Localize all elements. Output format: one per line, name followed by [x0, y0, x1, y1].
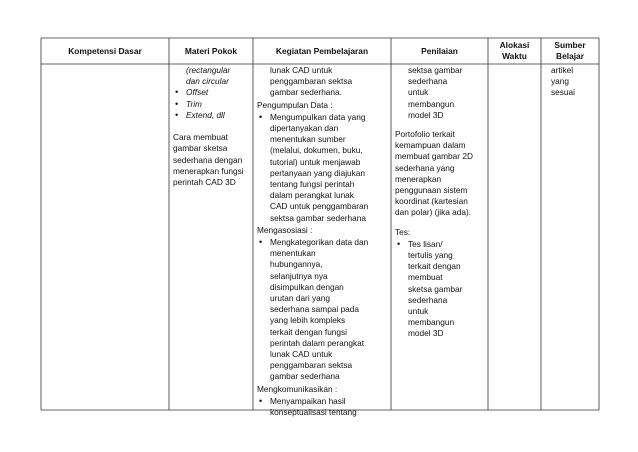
kegiatan-line: gambar sederhana.	[270, 87, 342, 98]
penilaian-tes-heading: Tes:	[395, 226, 411, 237]
penilaian-para-line: penggunaan sistem	[395, 185, 468, 196]
header-sumber-line2: Belajar	[556, 51, 584, 61]
penilaian-bullet-list	[395, 239, 488, 340]
kegiatan-bullet: • Mengkategorikan data dan menentukan hubungannya, selanjutnya nya disimpulkan dengan urutan dari yang sederhana sampai pada yang lebih kompleks terkait dengan fungsi perintah dalam perangkat lunak CAD untuk penggambaran sektsa gambar sederhana	[257, 237, 391, 383]
materi-pokok-cell	[173, 65, 253, 188]
penilaian-para-line: Portofolio terkait	[395, 129, 455, 140]
materi-para-line: Cara membuat	[173, 132, 228, 143]
sumber-belajar-cell	[551, 65, 599, 99]
penilaian-para-line: menerapkan	[395, 173, 442, 184]
materi-bullet-list	[173, 87, 253, 121]
kegiatan-heading-mengasosiasi: Mengasosiasi :	[257, 224, 313, 235]
materi-line: (rectangular	[186, 65, 231, 75]
sumber-line: artikel	[551, 65, 574, 75]
header-penilaian: Penilaian	[421, 46, 458, 56]
penilaian-para-line: kemampuan dalam	[395, 140, 466, 151]
kegiatan-bullet-list	[257, 112, 391, 224]
penilaian-bullet: • Tes lisan/ tertulis yang terkait dengan membuat sketsa gambar sederhana untuk membangun model 3D	[395, 239, 488, 340]
kegiatan-bullet: • Menyampaikan hasil konseptualisasi tentang	[257, 396, 391, 418]
penilaian-line: untuk	[408, 87, 429, 98]
penilaian-para-line: dan polar) (jika ada).	[395, 207, 472, 218]
header-kegiatan-pembelajaran: Kegiatan Pembelajaran	[275, 46, 369, 56]
header-alokasi-line2: Waktu	[502, 51, 527, 61]
header-materi-pokok: Materi Pokok	[184, 46, 238, 56]
materi-bullet: • Offset	[173, 87, 253, 98]
header-alokasi-waktu	[488, 40, 541, 62]
header-alokasi-line1: Alokasi	[499, 40, 530, 50]
kegiatan-line: penggambaran sektsa	[270, 76, 353, 87]
penilaian-line: model 3D	[408, 109, 444, 120]
materi-line: dan circular	[186, 76, 229, 87]
header-sumber-belajar	[541, 40, 599, 62]
materi-para-line: sederhana dengan	[173, 154, 243, 165]
kegiatan-bullet-list	[257, 237, 391, 383]
penilaian-para-line: koordinat (kartesian	[395, 196, 468, 207]
penilaian-line: membangun	[408, 98, 455, 109]
penilaian-para-line: membuat gambar 2D	[395, 151, 473, 162]
header-sumber-line1: Sumber	[554, 40, 586, 50]
kegiatan-heading-pengumpulan: Pengumpulan Data :	[257, 99, 333, 110]
materi-para-line: gambar sketsa	[173, 143, 228, 154]
sumber-line: sesuai	[551, 87, 575, 98]
penilaian-para-line: sederhana yang	[395, 162, 455, 173]
kegiatan-bullet: • Mengumpulkan data yang dipertanyakan dan menentukan sumber (melalui, dokumen, buku, tutorial) untuk menjawab pertanyaan yang diajukan tentang fungsi perintah dalam perangkat lunak CAD untuk penggambaran sektsa gambar sederhana	[257, 112, 391, 224]
materi-para-line: menerapkan fungsi	[173, 165, 244, 176]
materi-bullet: • Trim	[173, 99, 253, 110]
penilaian-cell	[395, 65, 488, 340]
penilaian-line: sederhana	[408, 76, 448, 87]
kegiatan-line: lunak CAD untuk	[270, 65, 333, 75]
materi-bullet: • Extend, dll	[173, 110, 253, 121]
kegiatan-cell	[257, 65, 391, 418]
materi-para-line: perintah CAD 3D	[173, 177, 236, 188]
kegiatan-heading-mengkomunikasikan: Mengkomunikasikan :	[257, 383, 338, 394]
penilaian-line: sektsa gambar	[408, 65, 463, 75]
sumber-line: yang	[551, 76, 569, 87]
kegiatan-bullet-list	[257, 396, 391, 418]
header-kompetensi-dasar: Kompetensi Dasar	[68, 46, 142, 56]
